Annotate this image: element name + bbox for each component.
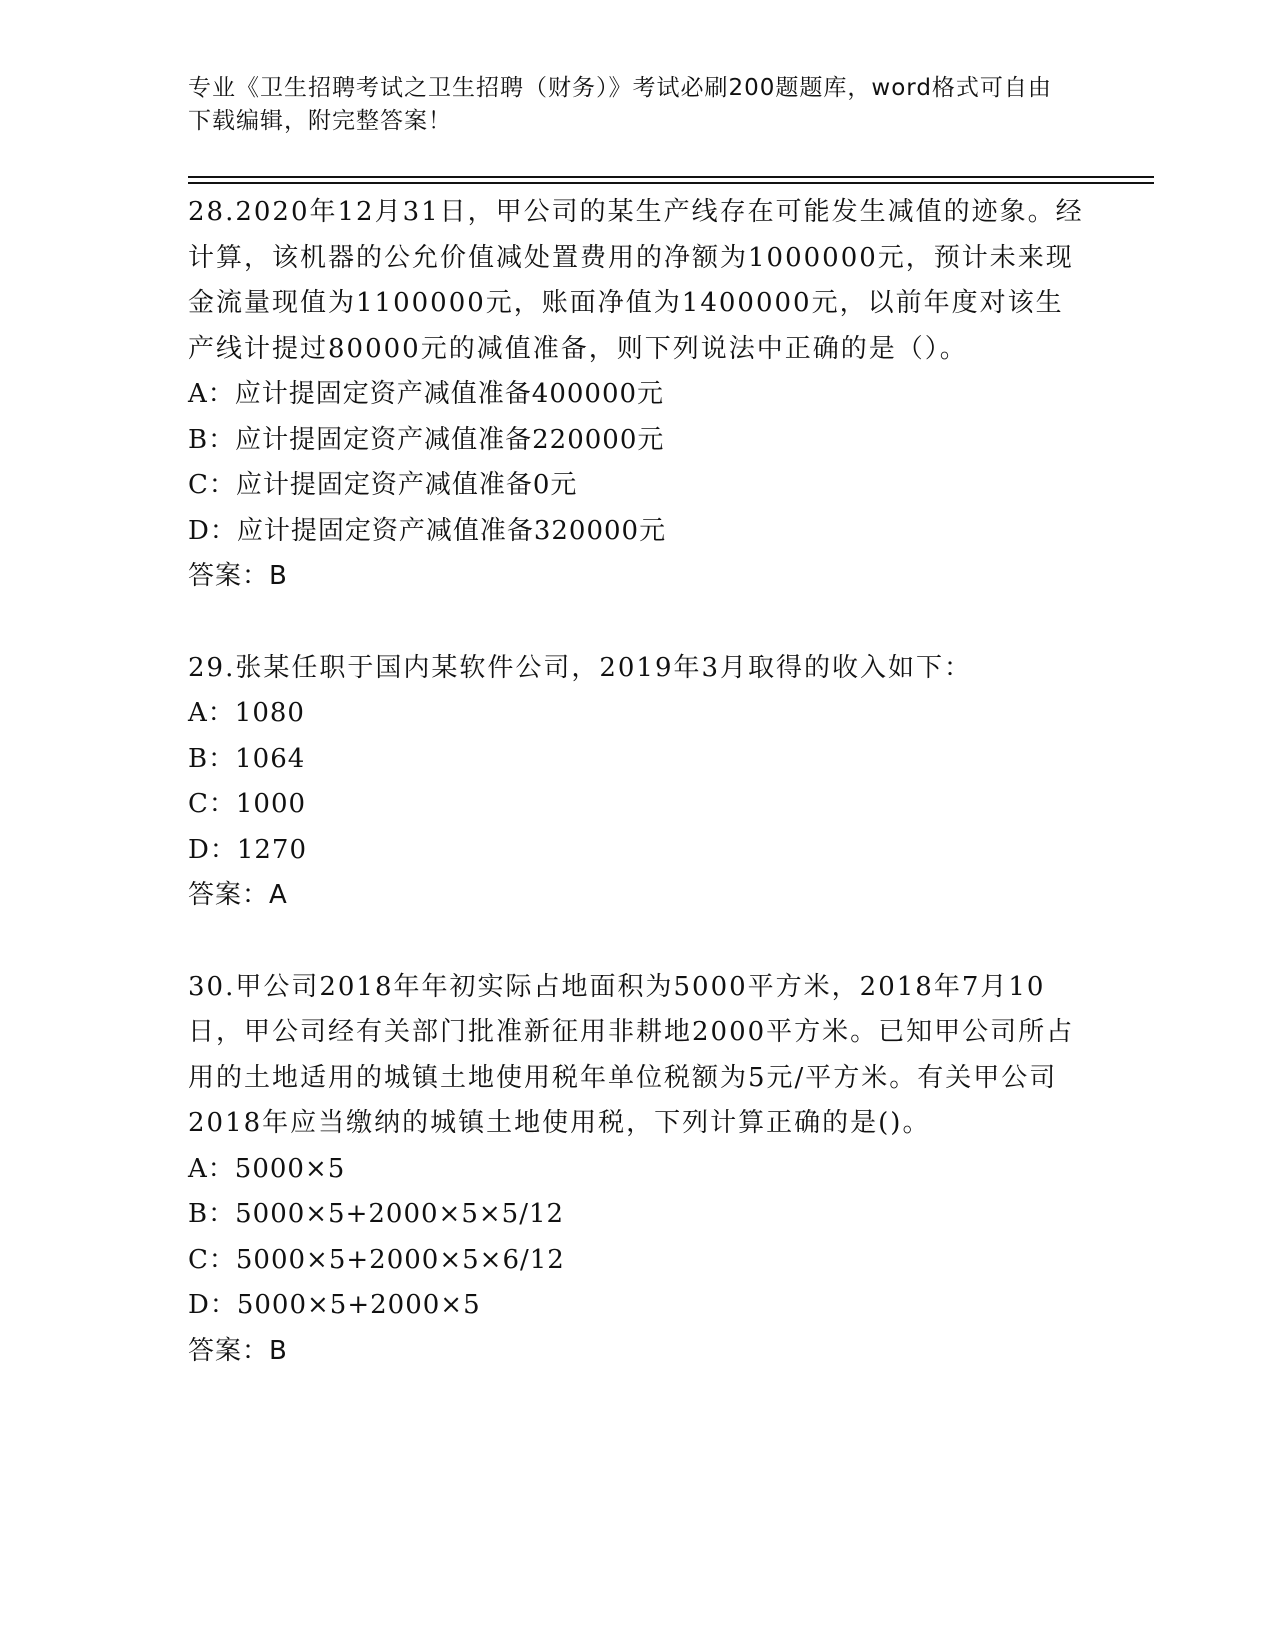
document-header: 专业《卫生招聘考试之卫生招聘（财务）》考试必刷200题题库，word格式可自由下载编辑，附完整答案！	[188, 75, 1052, 134]
answer-line: 答案：B	[188, 561, 288, 591]
option-b: B：1064	[188, 743, 306, 774]
header-divider-bottom	[188, 182, 1154, 184]
answer-line: 答案：A	[188, 880, 288, 910]
question-stem: 30.甲公司2018年年初实际占地面积为5000平方米，2018年7月10日，甲公司经有关部门批准新征用非耕地2000平方米。已知甲公司所占用的土地适用的城镇土地使用税年单位税额为5元/平方米。有关甲公司2018年应当缴纳的城镇土地使用税，下列计算正确的是()。	[188, 971, 1075, 1138]
option-d: D：1270	[188, 834, 308, 865]
answer-line: 答案：B	[188, 1335, 288, 1366]
question-list	[188, 190, 1088, 1374]
option-a: A：1080	[188, 698, 305, 728]
option-d: D：5000×5+2000×5	[188, 1290, 481, 1320]
option-d: D：应计提固定资产减值准备320000元	[188, 515, 667, 546]
question-28	[188, 190, 1088, 600]
header-divider-top	[188, 176, 1154, 178]
question-30	[188, 965, 1088, 1375]
option-c: C：1000	[188, 789, 307, 819]
question-stem: 28.2020年12月31日，甲公司的某生产线存在可能发生减值的迹象。经计算，该机器的公允价值减处置费用的净额为1000000元，预计未来现金流量现值为1100000元，账面净值为1400000元，以前年度对该生产线计提过80000元的减值准备，则下列说法中正确的是（）。	[188, 197, 1084, 364]
option-a: A：应计提固定资产减值准备400000元	[188, 379, 665, 409]
option-a: A：5000×5	[188, 1153, 346, 1184]
question-stem: 29.张某任职于国内某软件公司，2019年3月取得的收入如下：	[188, 652, 973, 683]
option-b: B：5000×5+2000×5×5/12	[188, 1199, 565, 1229]
question-29	[188, 646, 1088, 919]
option-c: C：应计提固定资产减值准备0元	[188, 470, 578, 500]
option-c: C：5000×5+2000×5×6/12	[188, 1244, 565, 1275]
option-b: B：应计提固定资产减值准备220000元	[188, 424, 665, 455]
